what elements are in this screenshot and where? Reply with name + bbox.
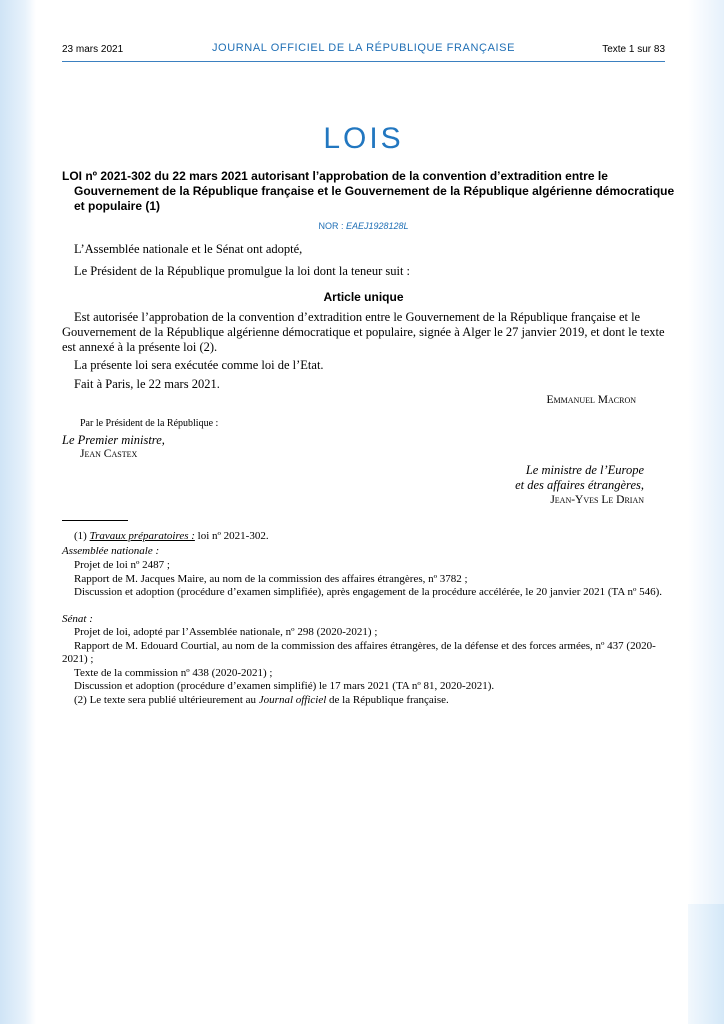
footnote-1-text: loi nº 2021-302.: [197, 530, 269, 542]
section-title: LOIS: [323, 122, 404, 155]
right-margin-band: [688, 0, 724, 1024]
header-rule: [62, 61, 665, 62]
law-title: LOI nº 2021-302 du 22 mars 2021 autorisant l’approbation de la convention d’extradition entre le Gouvernement de la République française et le Gouvernement de la République algérienne démocratique et populaire (1): [62, 169, 675, 213]
execution-line: La présente loi sera exécutée comme loi de l’Etat.: [74, 358, 324, 372]
article-text: Est autorisée l’approbation de la convention d’extradition entre le Gouvernement de la République française et le Gouvernement de la République algérienne démocratique et populaire, signée à Alger le 27 janvier 2019, et dont le texte est annexé à la présente loi (2).: [62, 310, 665, 354]
nor-reference: [62, 221, 665, 231]
page-header: [62, 42, 665, 58]
preamble-line: L’Assemblée nationale et le Sénat ont adopté,: [74, 242, 303, 256]
preamble-line: Le Président de la République promulgue la loi dont la teneur suit :: [74, 264, 411, 278]
footnote-rule: [62, 520, 128, 521]
president-name: Emmanuel Macron: [546, 394, 636, 406]
footnote-1-prefix: (1): [74, 530, 87, 542]
pm-title: Le Premier ministre,: [62, 433, 165, 447]
nor-code: EAEJ1928128L: [345, 221, 409, 231]
header-date: 23 mars 2021: [62, 44, 124, 55]
footnote-2-after: de la République française.: [329, 694, 449, 706]
assemblee-item: Discussion et adoption (procédure d’examen simplifiée), après engagement de la procédure accélérée, le 20 janvier 2021 (TA nº 546).: [74, 586, 663, 598]
minister-title-line2: et des affaires étrangères,: [515, 478, 644, 492]
nor-label: NOR :: [318, 221, 344, 231]
assemblee-item: Projet de loi nº 2487 ;: [74, 559, 170, 571]
assemblee-heading: Assemblée nationale :: [62, 545, 160, 557]
assemblee-item: Rapport de M. Jacques Maire, au nom de la commission des affaires étrangères, nº 3782 ;: [74, 573, 468, 585]
header-journal-title: JOURNAL OFFICIEL DE LA RÉPUBLIQUE FRANÇAISE: [211, 42, 516, 54]
minister-title-line1: Le ministre de l’Europe: [525, 463, 644, 477]
header-text-number: Texte 1 sur 83: [602, 44, 665, 55]
left-margin-band: [0, 0, 36, 1024]
minister-name: Jean-Yves Le Drian: [550, 494, 644, 506]
article-title: Article unique: [323, 290, 404, 304]
pm-name: Jean Castex: [80, 448, 138, 460]
footnote-1: [62, 530, 665, 543]
par-le-president: Par le Président de la République :: [80, 418, 219, 429]
senat-heading: Sénat :: [62, 613, 93, 625]
senat-item: Discussion et adoption (procédure d’examen simplifié) le 17 mars 2021 (TA nº 81, 2020-2021).: [74, 680, 495, 692]
senat-item: Rapport de M. Edouard Courtial, au nom de la commission des affaires étrangères, de la défense et des forces armées, nº 437 (2020-2021) ;: [62, 640, 656, 665]
senat-item: Texte de la commission nº 438 (2020-2021) ;: [74, 667, 273, 679]
senat-item: Projet de loi, adopté par l’Assemblée nationale, nº 298 (2020-2021) ;: [74, 626, 378, 638]
corner-band: [688, 904, 724, 1024]
footnote-2: [62, 694, 665, 707]
footnote-1-label: Travaux préparatoires :: [89, 530, 195, 542]
fait-line: Fait à Paris, le 22 mars 2021.: [74, 377, 220, 391]
footnote-2-journal: Journal officiel: [258, 694, 327, 706]
footnote-2-before: (2) Le texte sera publié ultérieurement au: [74, 694, 257, 706]
